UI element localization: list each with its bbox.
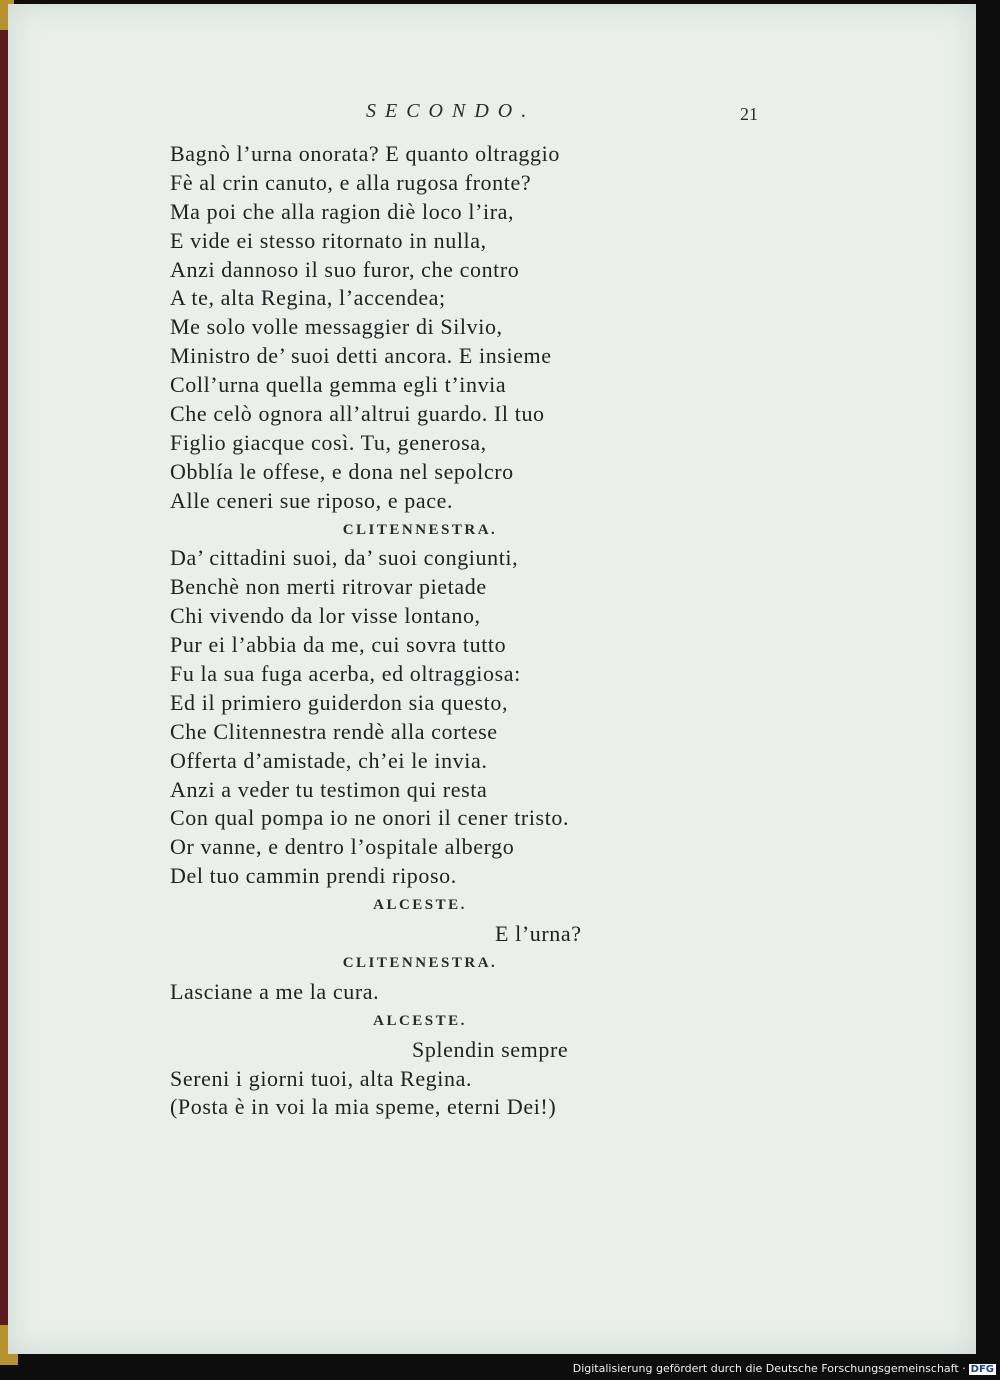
verse-line: Anzi dannoso il suo furor, che contro [170, 256, 520, 282]
verse-line: E vide ei stesso ritornato in nulla, [170, 227, 487, 253]
verse-line: Ed il primiero guiderdon sia questo, [170, 689, 509, 715]
verse-line: Alle ceneri sue riposo, e pace. [170, 487, 454, 513]
verse-line: Che Clitennestra rendè alla cortese [170, 718, 498, 744]
verse-line: Coll’urna quella gemma egli t’invia [170, 372, 507, 398]
verse-line: Or vanne, e dentro l’ospitale albergo [170, 834, 515, 860]
speaker-label: CLITENNESTRA. [342, 521, 498, 538]
verse-line: Sereni i giorni tuoi, alta Regina. [170, 1065, 473, 1091]
verse-line: Anzi a veder tu testimon qui resta [170, 776, 488, 802]
verse-line: Ma poi che alla ragion diè loco l’ira, [170, 198, 515, 224]
digitization-credit [573, 1362, 996, 1375]
page-number: 21 [740, 104, 758, 124]
verse-text [170, 140, 650, 1122]
verse-line: Del tuo cammin prendi riposo. [170, 863, 457, 889]
speaker-label: ALCESTE. [373, 1012, 467, 1029]
verse-line: Offerta d’amistade, ch’ei le invia. [170, 747, 488, 773]
verse-line: Benchè non merti ritrovar pietade [170, 574, 487, 600]
verse-line: Pur ei l’abbia da me, cui sovra tutto [170, 632, 507, 658]
speaker-label: ALCESTE. [373, 897, 467, 914]
verse-line: A te, alta Regina, l’accendea; [170, 285, 446, 311]
verse-line: (Posta è in voi la mia speme, eterni Dei!) [170, 1094, 557, 1120]
running-title: SECONDO. [366, 100, 536, 122]
verse-line: Da’ cittadini suoi, da’ suoi congiunti, [170, 545, 519, 571]
verse-line: Me solo volle messaggier di Silvio, [170, 314, 503, 340]
verse-line: Obblía le offese, e dona nel sepolcro [170, 458, 514, 484]
verse-line: Fu la sua fuga acerba, ed oltraggiosa: [170, 661, 521, 687]
dfg-logo-icon: DFG [970, 1364, 994, 1375]
verse-line: Bagnò l’urna onorata? E quanto oltraggio [170, 141, 560, 166]
credit-text: Digitalisierung gefördert durch die Deutsche Forschungsgemeinschaft · [572, 1362, 966, 1375]
verse-line: Splendin sempre [412, 1036, 569, 1062]
verse-line: Che celò ognora all’altrui guardo. Il tuo [170, 401, 545, 427]
verse-line: Fè al crin canuto, e alla rugosa fronte? [170, 169, 532, 195]
verse-line: Con qual pompa io ne onori il cener tristo. [170, 805, 570, 831]
verse-line: Chi vivendo da lor visse lontano, [170, 603, 481, 629]
verse-line: Lasciane a me la cura. [170, 978, 380, 1004]
verse-line: Ministro de’ suoi detti ancora. E insieme [170, 343, 552, 369]
verse-line: E l’urna? [495, 921, 582, 947]
verse-line: Figlio giacque così. Tu, generosa, [170, 429, 487, 455]
speaker-label: CLITENNESTRA. [342, 954, 498, 971]
